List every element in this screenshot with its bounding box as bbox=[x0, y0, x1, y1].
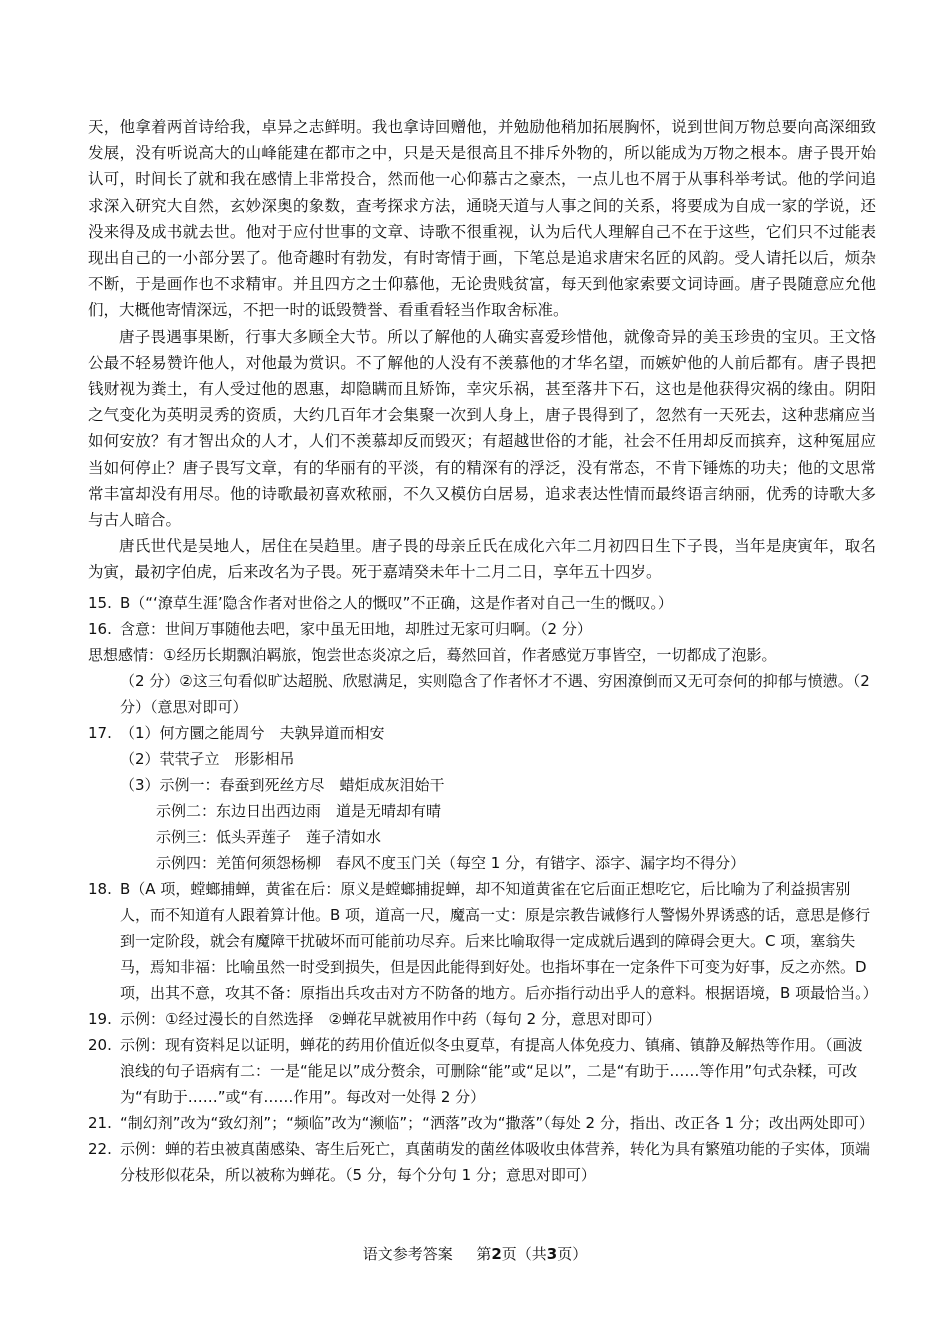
answer-meaning: 含意：世间万事随他去吧，家中虽无田地，却胜过无家可归啊。（2 分） bbox=[120, 620, 592, 638]
answer-15 bbox=[88, 590, 876, 616]
answer-line: 示例二：东边日出西边雨 道是无晴却有晴 bbox=[156, 802, 442, 820]
translation-paragraph: 唐氏世代是吴地人，居住在吴趋里。唐子畏的母亲丘氏在成化六年二月初四日生下子畏，当年是庚寅年，取名为寅，最初字伯虎，后来改名为子畏。死于嘉靖癸未年十二月二日，享年五十四岁。 bbox=[88, 537, 876, 582]
answer-text: 示例：蝉的若虫被真菌感染、寄生后死亡，真菌萌发的菌丝体吸收虫体营养，转化为具有繁殖功能的子实体，顶端分枝形似花朵，所以被称为蝉花。（5 分，每个分句 1 分；意思对即可） bbox=[120, 1140, 871, 1184]
page-footer bbox=[0, 1243, 950, 1264]
answer-text: B（A 项，螳螂捕蝉，黄雀在后：原义是螳螂捕捉蝉，却不知道黄雀在它后面正想吃它，后比喻为了利益损害别人，而不知道有人跟着算计他。B 项，道高一尺，魔高一丈：原是宗教告诫修行人警惕外界诱惑的话，意思是修行到一定阶段，就会有魔障干扰破坏而可能前功尽弃。后来比喻取得一定成就后遇到的障碍会更大。C 项，塞翁失马，焉知非福：比喻虽然一时受到损失，但是因此能得到好处。也指坏事在一定条件下可变为好事，反之亦然。D 项，出其不意，攻其不备：原指出兵攻击对方不防备的地方。后亦指行动出乎人的意料。根据语境，B 项最恰当。） bbox=[120, 880, 878, 1002]
answer-text: “制幻剂”改为“致幻剂”；“频临”改为“濒临”；“洒落”改为“撒落”（每处 2 分，指出、改正各 1 分；改出两处即可） bbox=[120, 1114, 874, 1132]
answer-text: 示例：现有资料足以证明，蝉花的药用价值近似冬虫夏草，有提高人体免疫力、镇痛、镇静及解热等作用。（画波浪线的句子语病有二：一是“能足以”成分赘余，可删除“能”或“足以”，二是“有助于……等作用”句式杂糅，可改为“有助于……”或“有……作用”。每改对一处得 2 分） bbox=[120, 1036, 863, 1106]
answers-section bbox=[88, 590, 876, 1188]
answer-line: （2）茕茕孑立 形影相吊 bbox=[120, 750, 295, 768]
answer-17 bbox=[88, 720, 876, 746]
page-mid: 页（共 bbox=[501, 1245, 547, 1263]
answer-18 bbox=[88, 876, 876, 1006]
answer-line: 示例三：低头弄莲子 莲子清如水 bbox=[156, 828, 382, 846]
answer-19 bbox=[88, 1006, 876, 1032]
answer-feeling: 思想感情：①经历长期飘泊羁旅，饱尝世态炎凉之后，蓦然回首，作者感觉万事皆空，一切都成了泡影。 bbox=[88, 646, 777, 664]
question-number: 18. bbox=[88, 880, 112, 898]
answer-22 bbox=[88, 1136, 876, 1188]
answer-text: B（“‘潦草生涯’隐含作者对世俗之人的慨叹”不正确，这是作者对自己一生的慨叹。） bbox=[120, 594, 673, 612]
answer-line: 示例四：羌笛何须怨杨柳 春风不度玉门关（每空 1 分，有错字、添字、漏字均不得分） bbox=[156, 854, 746, 872]
answer-21 bbox=[88, 1110, 876, 1136]
question-number: 19. bbox=[88, 1010, 112, 1028]
question-number: 17. bbox=[88, 724, 112, 742]
question-number: 16. bbox=[88, 620, 112, 638]
document-title: 语文参考答案 bbox=[362, 1245, 453, 1263]
answer-line: （1）何方圜之能周兮 夫孰异道而相安 bbox=[120, 724, 385, 742]
page-suffix: 页） bbox=[557, 1245, 588, 1263]
answer-text: 示例：①经过漫长的自然选择 ②蝉花早就被用作中药（每句 2 分，意思对即可） bbox=[120, 1010, 661, 1028]
answer-20 bbox=[88, 1032, 876, 1110]
page-number: 2 bbox=[491, 1245, 502, 1263]
answer-feeling-continued: （2 分）②这三句看似旷达超脱、欣慰满足，实则隐含了作者怀才不遇、穷困潦倒而又无可奈何的抑郁与愤懑。（2 分）（意思对即可） bbox=[120, 672, 870, 716]
answer-16 bbox=[88, 616, 876, 642]
translation-section bbox=[88, 114, 876, 586]
translation-paragraph: 天，他拿着两首诗给我，卓异之志鲜明。我也拿诗回赠他，并勉励他稍加拓展胸怀，说到世间万物总要向高深细致发展，没有听说高大的山峰能建在都市之中，只是天是很高且不排斥外物的，所以能成为万物之根本。唐子畏开始认可，时间长了就和我在感情上非常投合，然而他一心仰慕古之豪杰，一点儿也不屑于从事科举考试。他的学问追求深入研究大自然，玄妙深奥的象数，查考探求方法，通晓天道与人事之间的关系，将要成为自成一家的学说，还没来得及成书就去世。他对于应付世事的文章、诗歌不很重视，认为后代人理解自己不在于这些，它们只不过能表现出自己的一小部分罢了。他奇趣时有勃发，有时寄情于画，下笔总是追求唐宋名匠的风韵。受人请托以后，烦杂不断，于是画作也不求精审。并且四方之士仰慕他，无论贵贱贫富，每天到他家索要文词诗画。唐子畏随意应允他们，大概他寄情深远，不把一时的诋毁赞誉、看重看轻当作取舍标准。 bbox=[88, 118, 876, 320]
question-number: 21. bbox=[88, 1114, 112, 1132]
question-number: 22. bbox=[88, 1140, 112, 1158]
page-total: 3 bbox=[546, 1245, 558, 1263]
question-number: 20. bbox=[88, 1036, 112, 1054]
answer-line: （3）示例一：春蚕到死丝方尽 蜡炬成灰泪始干 bbox=[120, 776, 445, 794]
page-prefix: 第 bbox=[476, 1245, 492, 1263]
question-number: 15. bbox=[88, 594, 112, 612]
translation-paragraph: 唐子畏遇事果断，行事大多顾全大节。所以了解他的人确实喜爱珍惜他，就像奇异的美玉珍贵的宝贝。王文恪公最不轻易赞许他人，对他最为赏识。不了解他的人没有不羡慕他的才华名望，而嫉妒他的人前后都有。唐子畏把钱财视为粪土，有人受过他的恩惠，却隐瞒而且矫饰，幸灾乐祸，甚至落井下石，这也是他获得灾祸的缘由。阴阳之气变化为英明灵秀的资质，大约几百年才会集聚一次到人身上，唐子畏得到了，忽然有一天死去，这种悲痛应当如何安放？有才智出众的人才，人们不羡慕却反而毁灭；有超越世俗的才能，社会不任用却反而摈弃，这种冤屈应当如何停止？唐子畏写文章，有的华丽有的平淡，有的精深有的浮泛，没有常态，不肯下锤炼的功夫；他的文思常常丰富却没有用尽。他的诗歌最初喜欢秾丽，不久又模仿白居易，追求表达性情而最终语言纳丽，优秀的诗歌大多与古人暗合。 bbox=[88, 327, 876, 530]
